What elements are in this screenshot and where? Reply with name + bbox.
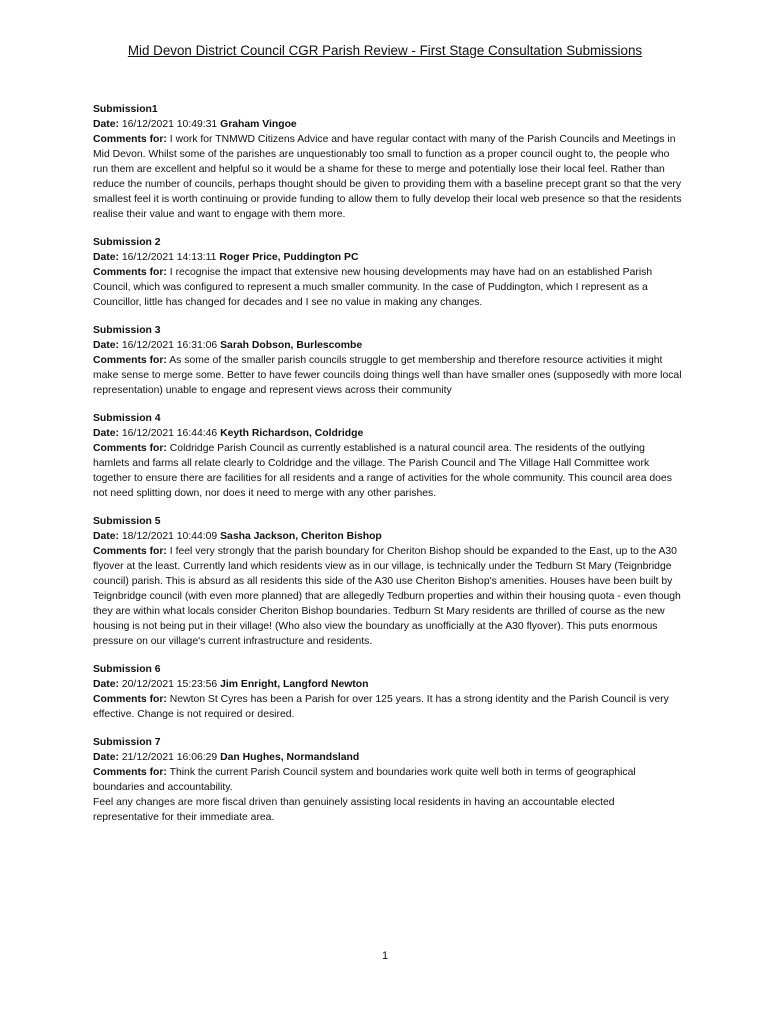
submission-comment — [93, 692, 683, 722]
comment-text: Newton St Cyres has been a Parish for over 125 years. It has a strong identity and the Parish Council is very effective. Change is not required or desired. — [93, 694, 669, 720]
submission-author: Jim Enright, Langford Newton — [220, 679, 369, 690]
submission-author: Sarah Dobson, Burlescombe — [220, 340, 363, 351]
submission-heading: Submission 2 — [93, 237, 161, 248]
date-label: Date: — [93, 340, 119, 351]
submission-comment — [93, 544, 683, 649]
submission-date: 16/12/2021 10:49:31 — [121, 119, 218, 130]
submission-date: 16/12/2021 16:44:46 — [121, 428, 218, 439]
submission-2 — [93, 235, 683, 310]
submission-author: Dan Hughes, Normandsland — [220, 752, 360, 763]
submission-heading: Submission 5 — [93, 516, 161, 527]
submission-date-line — [93, 250, 683, 265]
submission-comment — [93, 441, 683, 501]
page-title: Mid Devon District Council CGR Parish Review - First Stage Consultation Submissions — [127, 43, 643, 58]
submission-date: 18/12/2021 10:44:09 — [121, 531, 218, 542]
comment-text: Think the current Parish Council system and boundaries work quite well both in terms of geographical boundaries and accountability. — [93, 767, 636, 793]
comment-text: Feel any changes are more fiscal driven than genuinely assisting local residents in having an accountable elected representative for their immediate area. — [93, 797, 615, 823]
submissions-list — [93, 102, 683, 838]
submission-date-line — [93, 338, 683, 353]
date-label: Date: — [93, 119, 119, 130]
date-label: Date: — [93, 428, 119, 439]
page-number: 1 — [381, 950, 389, 962]
submission-heading: Submission1 — [93, 104, 158, 115]
submission-date: 21/12/2021 16:06:29 — [121, 752, 218, 763]
date-label: Date: — [93, 752, 119, 763]
submission-comment — [93, 132, 683, 222]
submission-author: Keyth Richardson, Coldridge — [220, 428, 364, 439]
submission-comment — [93, 795, 683, 825]
submission-3 — [93, 323, 683, 398]
comments-label: Comments for: — [93, 546, 167, 557]
comment-text: I feel very strongly that the parish boundary for Cheriton Bishop should be expanded to the East, up to the A30 flyover at the least. Currently land which residents view as in our village, is technically under the Tedburn St Mary (Teignbridge council) parish. This is absurd as all residents this side of the A30 use Cheriton Bishop's amenities. Houses have been built by Teignbridge council (with even more planned) that are allegedly Tedburn properties and within their housing quota - even though they are within what locals consider Cheriton Bishop boundaries. Tedburn St Mary residents are thrilled of course as the new housing is not being put in their village! (Who also view the boundary as unofficially at the A30 flyover). This puts enormous pressure on our village's current infrastructure and residents. — [93, 546, 681, 647]
submission-heading: Submission 4 — [93, 413, 161, 424]
submission-heading: Submission 7 — [93, 737, 161, 748]
comments-label: Comments for: — [93, 694, 167, 705]
submission-5 — [93, 514, 683, 649]
comment-text: Coldridge Parish Council as currently established is a natural council area. The residents of the outlying hamlets and farms all relate clearly to Coldridge and the village. The Parish Council and The Village Hall Committee work together to ensure there are facilities for all residents and a range of activities for the whole community. This council area does not need splitting down, nor does it need to merge with any other parishes. — [93, 443, 672, 499]
submission-date: 16/12/2021 14:13:11 — [121, 252, 217, 263]
comments-label: Comments for: — [93, 767, 167, 778]
submission-author: Roger Price, Puddington PC — [219, 252, 359, 263]
submission-date: 16/12/2021 16:31:06 — [121, 340, 218, 351]
submission-date-line — [93, 750, 683, 765]
date-label: Date: — [93, 679, 119, 690]
submission-4 — [93, 411, 683, 501]
submission-comment — [93, 353, 683, 398]
comments-label: Comments for: — [93, 443, 167, 454]
comments-label: Comments for: — [93, 355, 167, 366]
submission-6 — [93, 662, 683, 722]
submission-date-line — [93, 529, 683, 544]
submission-author: Graham Vingoe — [220, 119, 297, 130]
comment-text: I work for TNMWD Citizens Advice and have regular contact with many of the Parish Councils and Meetings in Mid Devon. Whilst some of the parishes are unquestionably too small to function as a proper council ought to, the people who run them are excellent and helpful so it would be a shame for these to merge and potentially lose their local feel. Rather than reduce the number of councils, perhaps thought should be given to providing them with a baseline precept grant so that the very smallest feel it is worth continuing or provide funding to allow them to fully develop their local web presence so that the residents realise their value and want to engage with them more. — [93, 134, 682, 220]
submission-heading: Submission 3 — [93, 325, 161, 336]
date-label: Date: — [93, 252, 119, 263]
submission-comment — [93, 265, 683, 310]
submission-7 — [93, 735, 683, 825]
submission-date-line — [93, 677, 683, 692]
comment-text: As some of the smaller parish councils struggle to get membership and therefore resource activities it might make sense to merge some. Better to have fewer councils doing things well than have smaller ones (supposedly with more local representation) unable to engage and represent views across their community — [93, 355, 682, 396]
date-label: Date: — [93, 531, 119, 542]
comments-label: Comments for: — [93, 267, 167, 278]
comments-label: Comments for: — [93, 134, 167, 145]
submission-author: Sasha Jackson, Cheriton Bishop — [220, 531, 382, 542]
submission-date: 20/12/2021 15:23:56 — [121, 679, 218, 690]
comment-text: I recognise the impact that extensive new housing developments may have had on an established Parish Council, which was configured to represent a much smaller community. In the case of Puddington, which I represent as a Councillor, little has changed for decades and I see no value in making any changes. — [93, 267, 653, 308]
submission-comment — [93, 765, 683, 795]
submission-date-line — [93, 426, 683, 441]
submission-1 — [93, 102, 683, 222]
submission-heading: Submission 6 — [93, 664, 161, 675]
submission-date-line — [93, 117, 683, 132]
